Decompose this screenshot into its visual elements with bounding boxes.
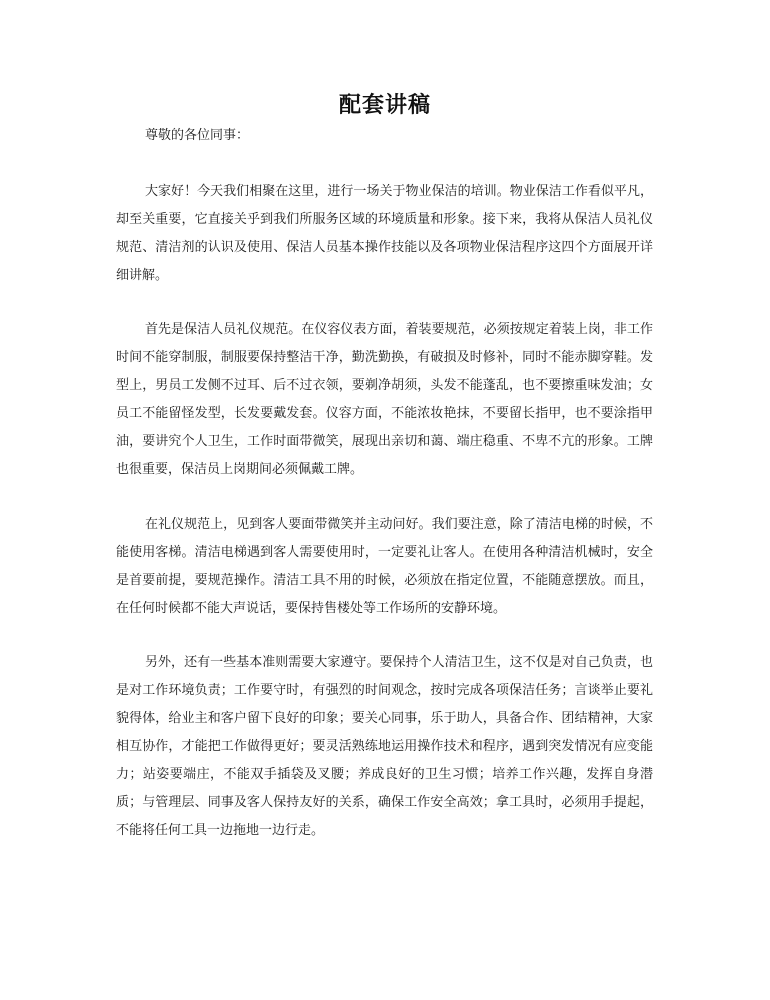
document-title: 配套讲稿 (338, 92, 431, 118)
salutation: 尊敬的各位同事： (145, 128, 250, 143)
paragraph-basic-principles: 另外，还有一些基本准则需要大家遵守。要保持个人清洁卫生，这不仅是对自己负责，也是对工作环境负责；工作要守时，有强烈的时间观念，按时完成各项保洁任务；言谈举止要礼貌得体，给业主和客户留下良好的印象；要关心同事，乐于助人，具备合作、团结精神，大家相互协作，才能把工作做得更好；要灵活熟练地运用操作技术和程序，遇到突发情况有应变能力；站姿要端庄，不能双手插袋及叉腰；养成良好的卫生习惯；培养工作兴趣，发挥自身潜质；与管理层、同事及客人保持友好的关系，确保工作安全高效；拿工具时，必须用手提起，不能将任何工具一边拖地一边行走。 (116, 655, 653, 838)
paragraph-courtesy-rules: 在礼仪规范上，见到客人要面带微笑并主动问好。我们要注意，除了清洁电梯的时候，不能使用客梯。清洁电梯遇到客人需要使用时，一定要礼让客人。在使用各种清洁机械时，安全是首要前提，要规范操作。清洁工具不用的时候，必须放在指定位置，不能随意摆放。而且，在任何时候都不能大声说话，要保持售楼处等工作场所的安静环境。 (116, 517, 653, 616)
paragraph-appearance-etiquette: 首先是保洁人员礼仪规范。在仪容仪表方面，着装要规范，必须按规定着装上岗，非工作时间不能穿制服，制服要保持整洁干净，勤洗勤换，有破损及时修补，同时不能赤脚穿鞋。发型上，男员工发侧不过耳、后不过衣领，要剃净胡须，头发不能蓬乱，也不要擦重味发油；女员工不能留怪发型，长发要戴发套。仪容方面，不能浓妆艳抹，不要留长指甲，也不要涂指甲油，要讲究个人卫生，工作时面带微笑，展现出亲切和蔼、端庄稳重、不卑不亢的形象。工牌也很重要，保洁员上岗期间必须佩戴工牌。 (116, 322, 653, 477)
paragraph-introduction: 大家好！今天我们相聚在这里，进行一场关于物业保洁的培训。物业保洁工作看似平凡，却至关重要，它直接关乎到我们所服务区域的环境质量和形象。接下来，我将从保洁人员礼仪规范、清洁剂的认识及使用、保洁人员基本操作技能以及各项物业保洁程序这四个方面展开详细讲解。 (116, 184, 653, 283)
